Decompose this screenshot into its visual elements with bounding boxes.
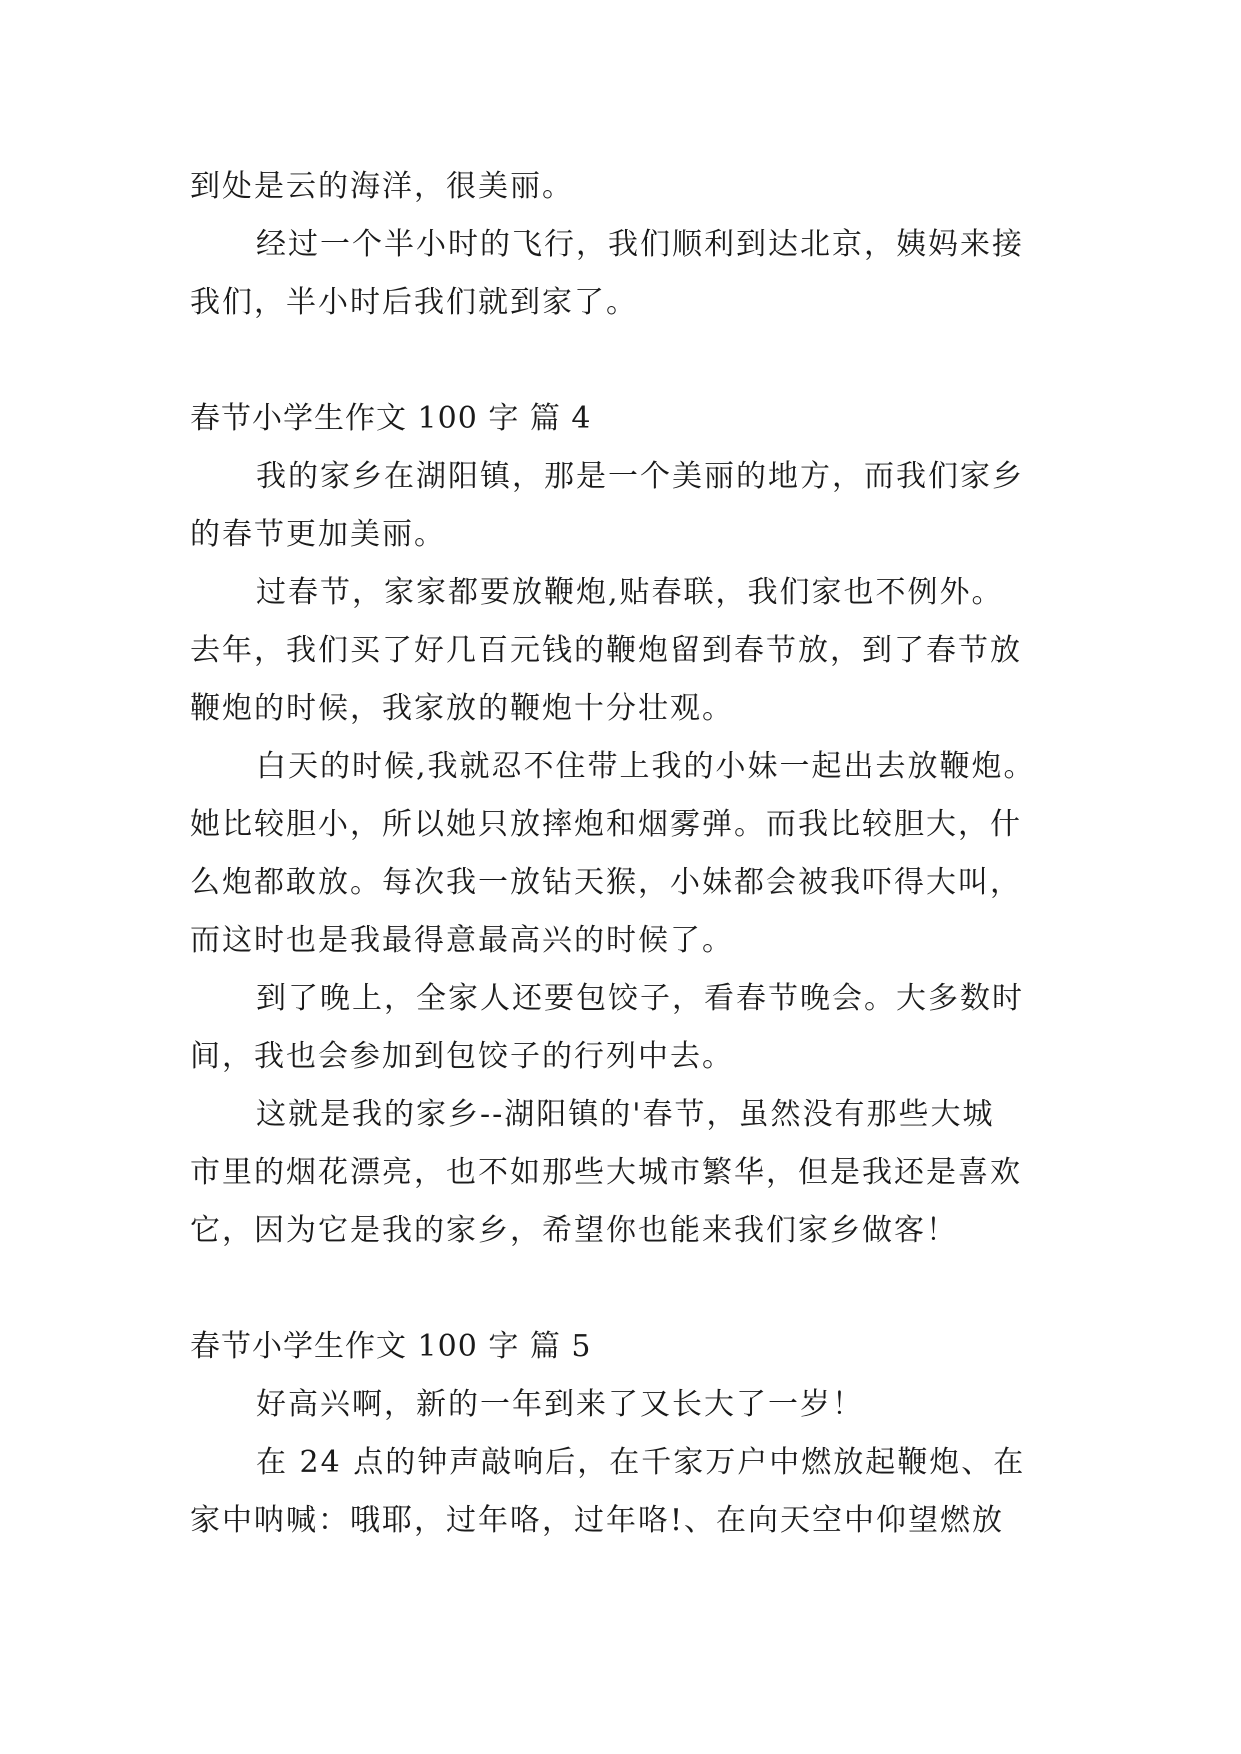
section-gap <box>190 332 1050 390</box>
paragraph-line: 的春节更加美丽。 <box>190 517 446 552</box>
paragraph-line: 到了晚上，全家人还要包饺子，看春节晚会。大多数时 <box>256 981 1024 1016</box>
paragraph-line: 市里的烟花漂亮，也不如那些大城市繁华，但是我还是喜欢 <box>190 1155 1022 1190</box>
section-gap <box>190 1260 1050 1318</box>
paragraph-line: 白天的时候,我就忍不住带上我的小妹一起出去放鞭炮。 <box>256 749 1036 784</box>
paragraph-line: 她比较胆小，所以她只放摔炮和烟雾弹。而我比较胆大，什 <box>190 807 1022 842</box>
paragraph-line: 好高兴啊，新的一年到来了又长大了一岁！ <box>256 1387 864 1422</box>
section-title: 春节小学生作文 100 字 篇 4 <box>190 401 592 436</box>
section-5 <box>190 1318 1050 1550</box>
paragraph-line: 这就是我的家乡--湖阳镇的'春节，虽然没有那些大城 <box>256 1097 995 1132</box>
paragraph-line: 么炮都敢放。每次我一放钻天猴，小妹都会被我吓得大叫， <box>190 865 1022 900</box>
paragraph-line: 去年，我们买了好几百元钱的鞭炮留到春节放，到了春节放 <box>190 633 1022 668</box>
paragraph-line: 过春节，家家都要放鞭炮,贴春联，我们家也不例外。 <box>256 575 1004 610</box>
paragraph-line: 在 24 点的钟声敲响后，在千家万户中燃放起鞭炮、在 <box>256 1445 1026 1480</box>
document-page <box>190 158 1050 1550</box>
paragraph-line: 家中呐喊：哦耶，过年咯，过年咯!、在向天空中仰望燃放 <box>190 1503 1005 1538</box>
paragraph-line: 我们，半小时后我们就到家了。 <box>190 285 638 320</box>
paragraph-line: 经过一个半小时的飞行，我们顺利到达北京，姨妈来接 <box>256 227 1024 262</box>
previous-section-text <box>190 158 1050 332</box>
section-4 <box>190 390 1050 1260</box>
paragraph-line: 它，因为它是我的家乡，希望你也能来我们家乡做客！ <box>190 1213 958 1248</box>
paragraph-line: 鞭炮的时候，我家放的鞭炮十分壮观。 <box>190 691 734 726</box>
paragraph-line: 而这时也是我最得意最高兴的时候了。 <box>190 923 734 958</box>
paragraph-line: 间，我也会参加到包饺子的行列中去。 <box>190 1039 734 1074</box>
paragraph-line: 我的家乡在湖阳镇，那是一个美丽的地方，而我们家乡 <box>256 459 1024 494</box>
section-title: 春节小学生作文 100 字 篇 5 <box>190 1329 592 1364</box>
paragraph-line: 到处是云的海洋，很美丽。 <box>190 169 574 204</box>
